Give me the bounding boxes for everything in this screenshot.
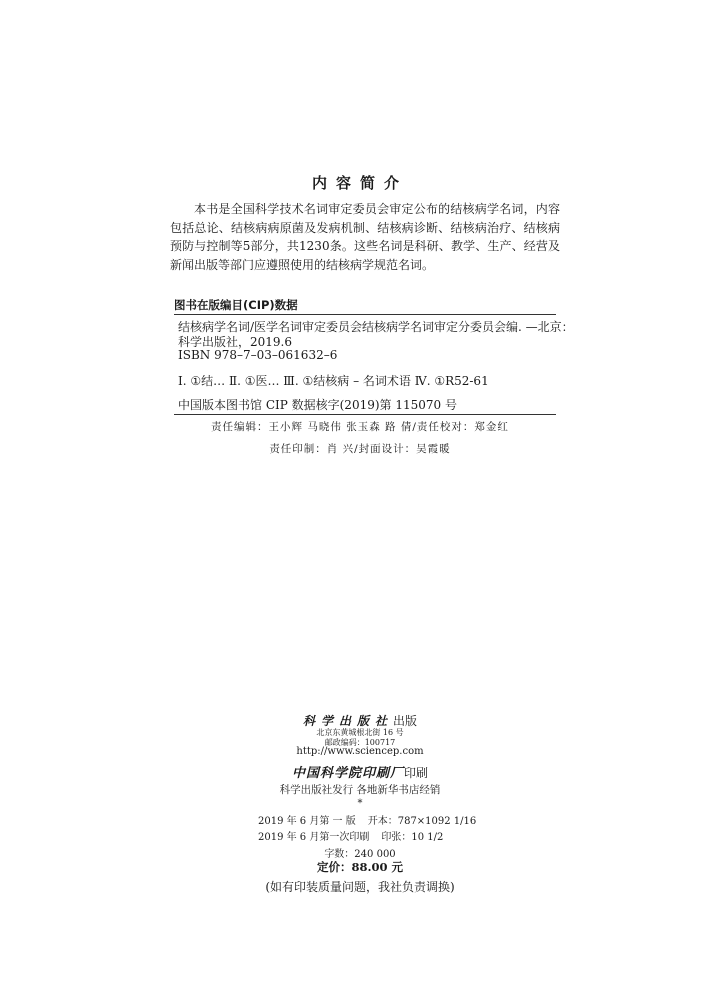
printer-suffix: 印刷 xyxy=(404,766,429,780)
summary-title: 内容简介 xyxy=(311,174,408,192)
publisher-mark: 科学出版社 xyxy=(302,714,393,728)
staff-line-1: 责任编辑：王小辉 马晓伟 张玉森 路 倩/责任校对：郑金红 xyxy=(211,421,509,433)
cip-isbn: ISBN 978–7–03–061632–6 xyxy=(178,348,338,362)
publisher-postcode: 邮政编码：100717 xyxy=(324,738,396,747)
printer-line xyxy=(0,762,720,781)
publisher-suffix: 出版 xyxy=(393,714,418,728)
printing-date: 2019 年 6 月第一次印刷 xyxy=(258,832,370,843)
cip-top-rule xyxy=(174,314,556,315)
price: 定价：88.00 元 xyxy=(316,860,403,874)
cip-classification: Ⅰ. ①结… Ⅱ. ①医… Ⅲ. ①结核病 – 名词术语 Ⅳ. ①R52-61 xyxy=(178,374,489,388)
staff-line-2: 责任印制：肖 兴/封面设计：吴霞暖 xyxy=(269,443,451,455)
cip-heading: 图书在版编目(CIP)数据 xyxy=(174,298,298,312)
summary-body: 本书是全国科学技术名词审定委员会审定公布的结核病学名词，内容包括总论、结核病病原菌及发病机制、结核病诊断、结核病治疗、结核病预防与控制等5部分，共1230条。这些名词是科研、教学、生产、经营及新闻出版等部门应遵照使用的结核病学规范名词。 xyxy=(170,202,560,272)
publisher-address: 北京东黄城根北街 16 号 xyxy=(316,728,404,737)
edition-line xyxy=(258,812,476,827)
cip-line-2: 科学出版社，2019.6 xyxy=(178,335,292,349)
cip-line-1: 结核病学名词/医学名词审定委员会结核病学名词审定分委员会编. —北京： xyxy=(178,320,574,334)
format-size: 开本：787×1092 1/16 xyxy=(367,816,477,827)
printer-mark: 中国科学院印刷厂 xyxy=(291,766,404,781)
publisher-url: http://www.sciencep.com xyxy=(296,746,424,757)
edition-date: 2019 年 6 月第 一 版 xyxy=(258,816,356,827)
separator-star: * xyxy=(357,798,363,809)
cip-record-number: 中国版本图书馆 CIP 数据核字(2019)第 115070 号 xyxy=(178,398,457,412)
word-count: 字数：240 000 xyxy=(324,849,396,860)
printing-line xyxy=(258,828,443,843)
sheet-count: 印张：10 1/2 xyxy=(381,832,444,843)
distribution-line: 科学出版社发行 各地新华书店经销 xyxy=(279,784,441,796)
cip-bottom-rule xyxy=(174,414,556,415)
quality-notice: (如有印装质量问题，我社负责调换) xyxy=(265,880,455,894)
